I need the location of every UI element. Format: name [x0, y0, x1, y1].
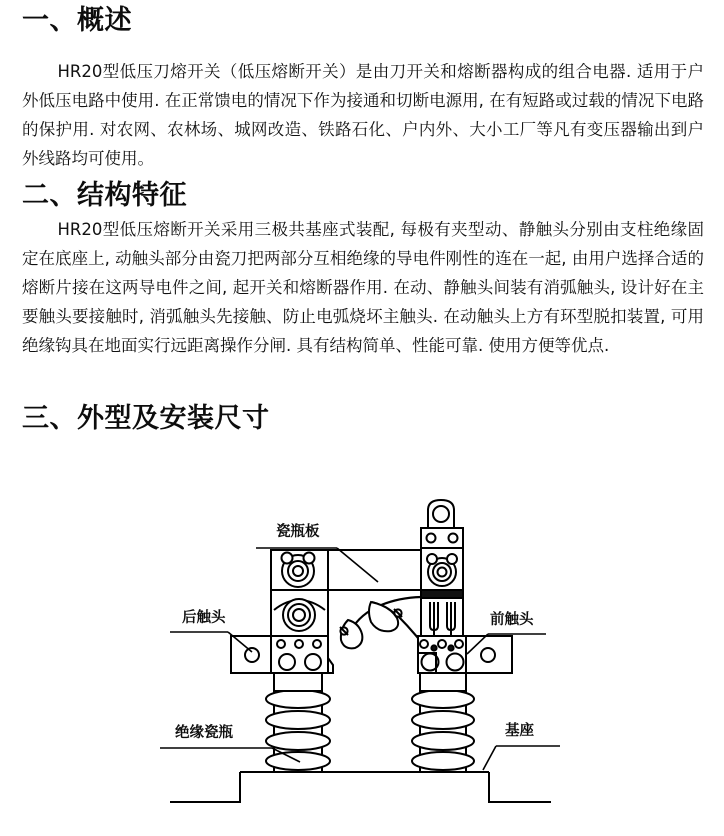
arc-suppression-contact	[340, 597, 421, 648]
porcelain-plate-bar	[328, 550, 429, 590]
section-heading-dimensions: 三、外型及安装尺寸	[22, 403, 270, 434]
section-body-overview: HR20型低压刀熔开关（低压熔断开关）是由刀开关和熔断器构成的组合电器. 适用于户外低压电路中使用. 在正常馈电的情况下作为接通和切断电源用, 在有短路或过载的情况下电路的保护用. 对农网、农林场、城网改造、铁路石化、户内外、大小工厂等凡有变压器输出到户外线路均可使用。	[22, 62, 704, 168]
section-body-structure: HR20型低压熔断开关采用三极共基座式装配, 每极有夹型动、静触头分别由支柱绝缘固定在底座上, 动触头部分由瓷刀把两部分互相绝缘的导电件刚性的连在一起, 由用户选择合适的熔断片接在这两导电件之间, 起开关和熔断器作用. 在动、静触头间装有消弧触头, 设计好在主要触头要接触时, 消弧触头先接触、防止电弧烧坏主触头. 在动触头上方有环型脱扣装置, 可用绝缘钩具在地面实行远距离操作分闸. 具有结构简单、性能可靠. 使用方便等优点.	[22, 220, 704, 355]
diagram-label-front-contact: 前触头	[490, 612, 534, 628]
outline-and-mounting-dimensions-diagram	[0, 498, 724, 836]
left-insulating-porcelain	[266, 673, 330, 772]
section-heading-structure: 二、结构特征	[22, 180, 187, 211]
base-frame	[170, 772, 551, 802]
right-insulating-porcelain	[412, 673, 474, 772]
left-upper-block	[271, 550, 328, 590]
diagram-label-base: 基座	[505, 723, 534, 739]
rear-contact-terminal	[231, 636, 333, 673]
diagram-label-rear-contact: 后触头	[182, 610, 226, 626]
front-contact-terminal	[418, 636, 512, 673]
trip-ring-lug	[421, 500, 463, 548]
right-upper-block	[421, 548, 463, 590]
left-lower-block	[271, 590, 328, 636]
section-heading-overview: 一、概述	[22, 5, 132, 36]
switch-assembly-drawing	[0, 498, 724, 836]
diagram-label-porcelain-plate: 瓷瓶板	[276, 524, 320, 540]
diagram-label-insulating-porcelain: 绝缘瓷瓶	[175, 725, 233, 741]
